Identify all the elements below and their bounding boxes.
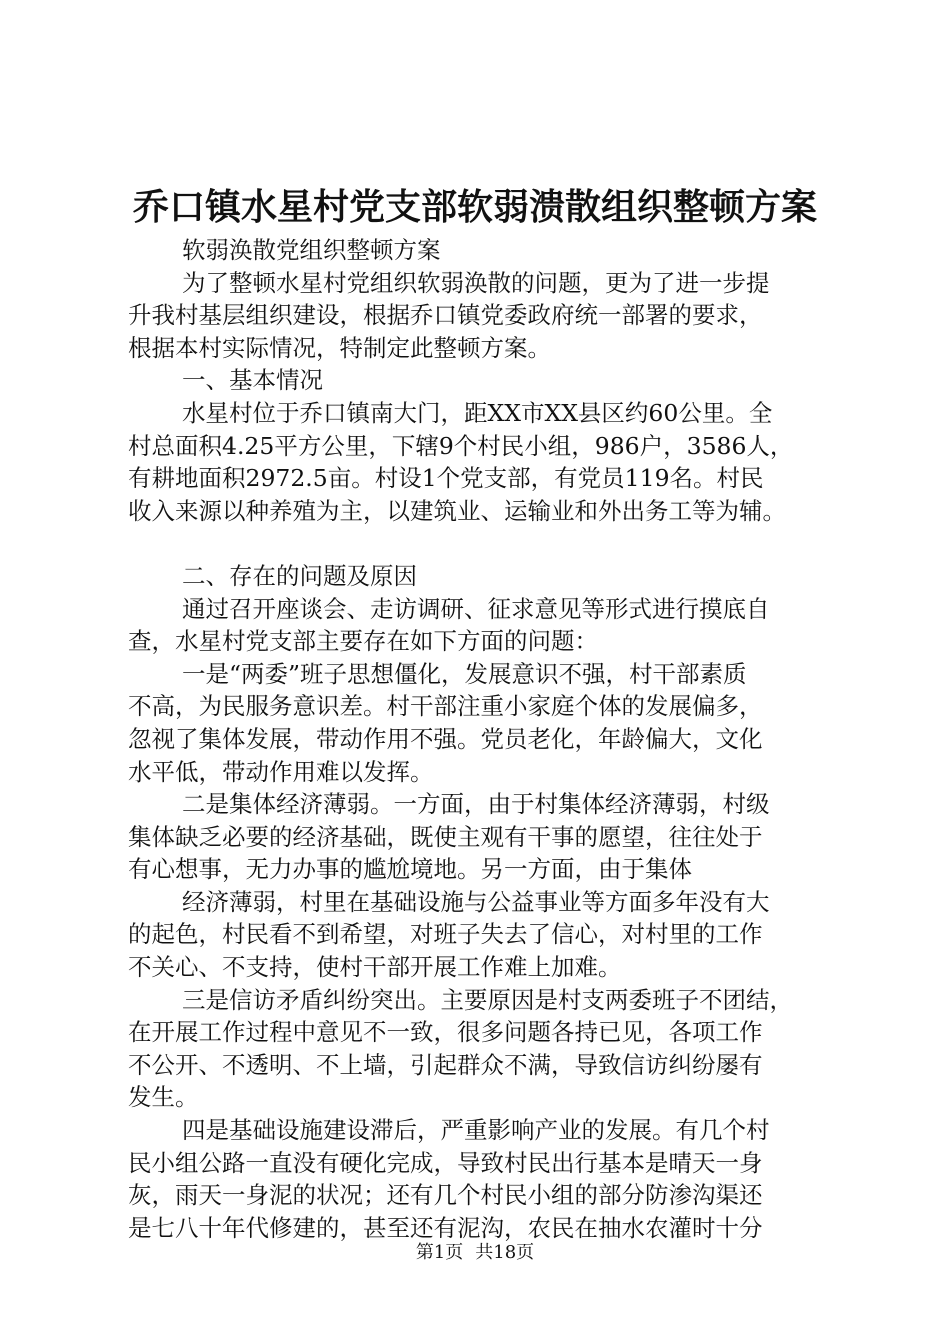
document-body: [128, 234, 850, 1244]
text-line: 的起色，村民看不到希望，对班子失去了信心，对村里的工作: [128, 920, 763, 949]
text-line: 升我村基层组织建设，根据乔口镇党委政府统一部署的要求，: [128, 301, 763, 330]
text-line: 为了整顿水星村党组织软弱涣散的问题，更为了进一步提: [182, 268, 770, 297]
text-line: 二是集体经济薄弱。一方面，由于村集体经济薄弱，村级: [182, 790, 770, 819]
text-line: 四是基础设施建设滞后，严重影响产业的发展。有几个村: [182, 1116, 770, 1145]
text-line: 三是信访矛盾纠纷突出。主要原因是村支两委班子不团结，: [182, 985, 793, 1014]
text-line: 一是“两委”班子思想僵化，发展意识不强，村干部素质: [182, 659, 747, 688]
page-footer: [0, 1241, 950, 1265]
text-line: 根据本村实际情况，特制定此整顿方案。: [128, 333, 551, 362]
text-line: 发生。: [128, 1083, 199, 1112]
text-line: 软弱涣散党组织整顿方案: [182, 236, 441, 264]
page-number: 第1页: [415, 1242, 464, 1263]
page-total: 共18页: [475, 1242, 535, 1263]
text-line: 水星村位于乔口镇南大门，距XX市XX县区约60公里。全: [182, 398, 773, 427]
blank-line: [128, 527, 850, 560]
text-line: 村总面积4.25平方公里，下辖9个村民小组，986户，3586人，: [128, 431, 794, 460]
text-line: 经济薄弱，村里在基础设施与公益事业等方面多年没有大: [182, 887, 770, 916]
text-line: 不关心、不支持，使村干部开展工作难上加难。: [128, 953, 622, 982]
text-line: 二、存在的问题及原因: [182, 561, 417, 590]
text-line: 忽视了集体发展，带动作用不强。党员老化，年龄偏大，文化: [128, 724, 763, 753]
text-line: 有心想事，无力办事的尴尬境地。另一方面，由于集体: [128, 855, 692, 884]
document-title: 乔口镇水星村党支部软弱溃散组织整顿方案: [132, 186, 817, 228]
text-line: 水平低，带动作用难以发挥。: [128, 757, 434, 786]
text-line: 不公开、不透明、不上墙，引起群众不满，导致信访纠纷屡有: [128, 1050, 763, 1079]
text-line: 不高，为民服务意识差。村干部注重小家庭个体的发展偏多，: [128, 692, 763, 721]
text-line: 灰，雨天一身泥的状况；还有几个村民小组的部分防渗沟渠还: [128, 1181, 763, 1210]
text-line: 查，水星村党支部主要存在如下方面的问题：: [128, 627, 598, 656]
text-line: 有耕地面积2972.5亩。村设1个党支部，有党员119名。村民: [128, 464, 764, 493]
text-line: 是七八十年代修建的，甚至还有泥沟，农民在抽水农灌时十分: [128, 1213, 763, 1242]
text-line: 收入来源以种养殖为主，以建筑业、运输业和外出务工等为辅。: [128, 496, 786, 525]
text-line: 通过召开座谈会、走访调研、征求意见等形式进行摸底自: [182, 594, 770, 623]
text-line: 集体缺乏必要的经济基础，既使主观有干事的愿望，往往处于: [128, 822, 763, 851]
text-line: 一、基本情况: [182, 366, 323, 395]
text-line: 在开展工作过程中意见不一致，很多问题各持已见，各项工作: [128, 1018, 763, 1047]
text-line: 民小组公路一直没有硬化完成，导致村民出行基本是晴天一身: [128, 1148, 763, 1177]
